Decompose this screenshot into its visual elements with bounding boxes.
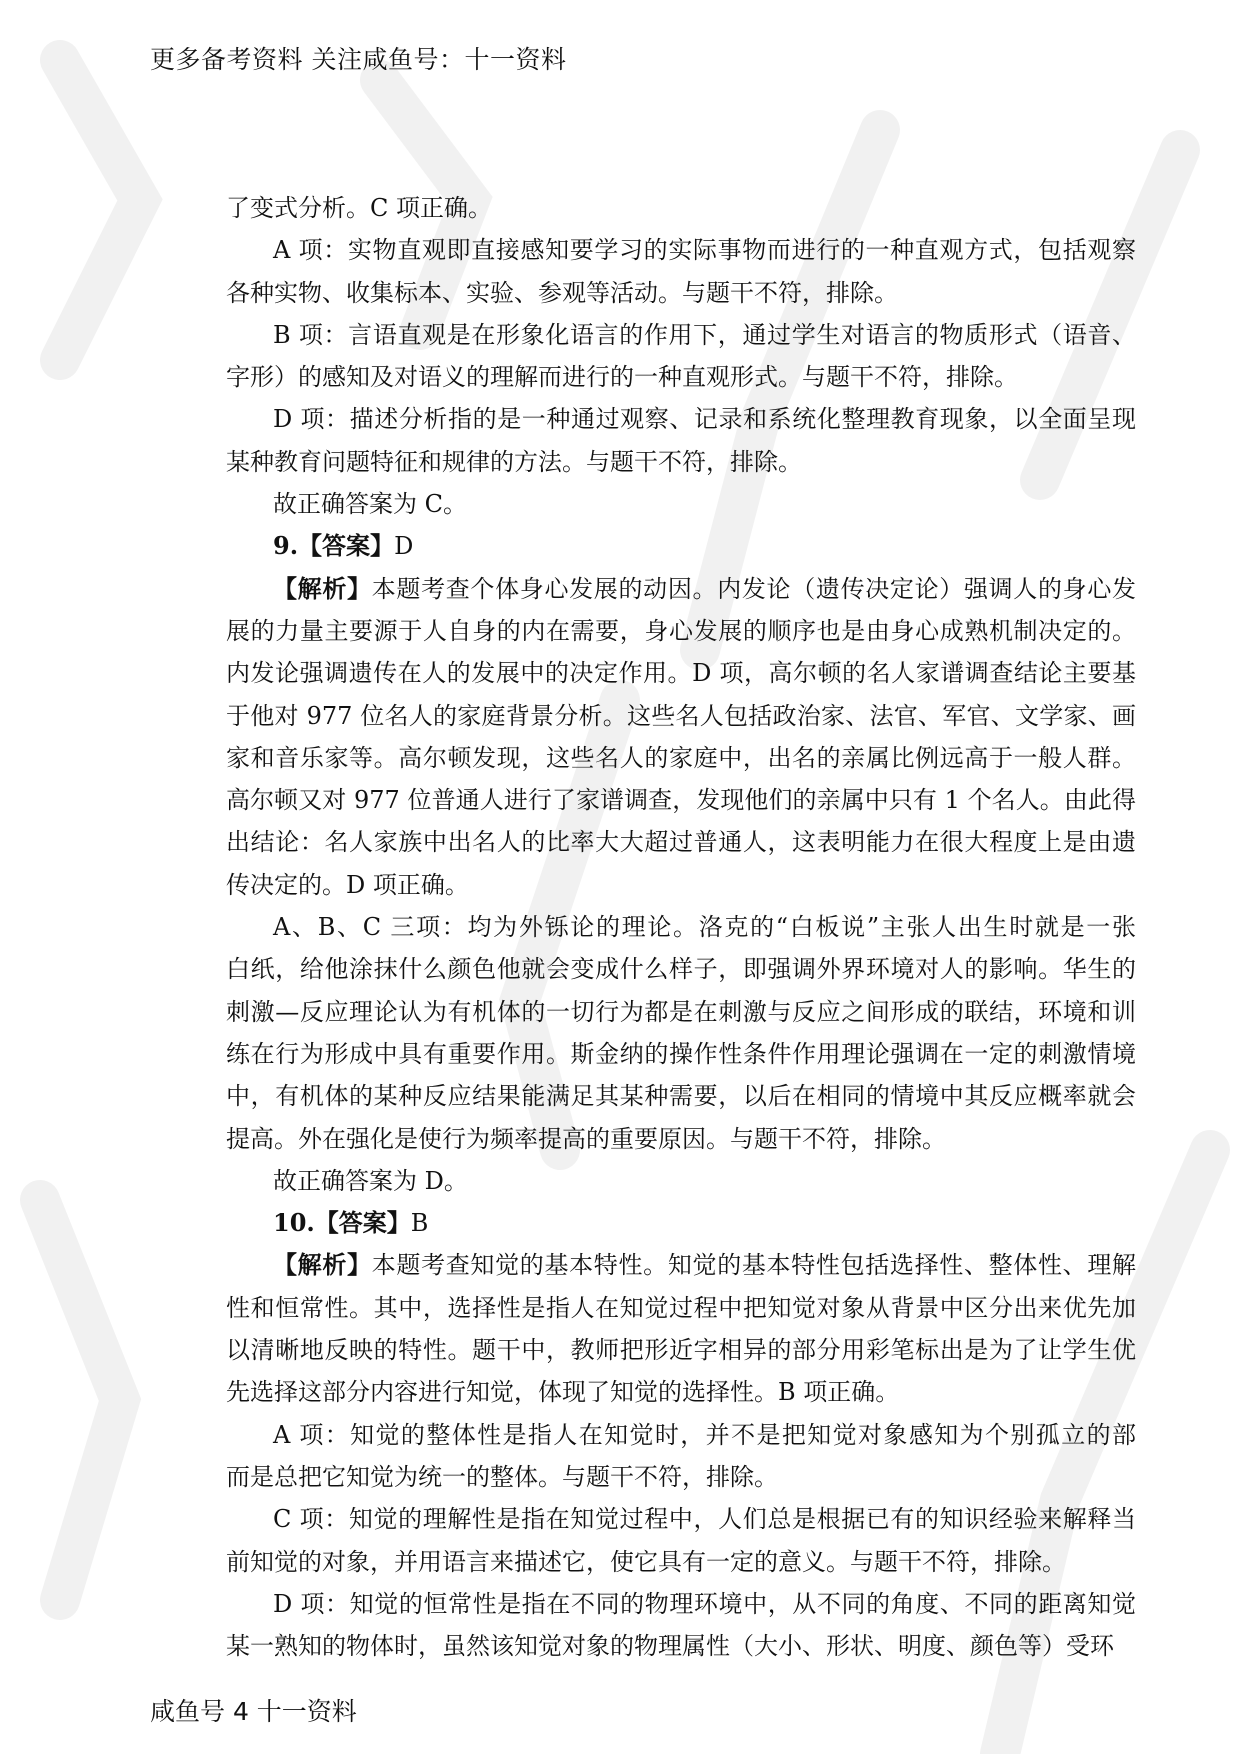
line-text: 传决定的。D 项正确。 (226, 870, 469, 899)
header-promo-text: 更多备考资料 关注咸鱼号：十一资料 (150, 45, 567, 74)
text-line (226, 568, 1136, 610)
text-line (226, 1541, 1136, 1583)
line-text: 家和音乐家等。高尔顿发现，这些名人的家庭中，出名的亲属比例远高于一般人群。 (226, 743, 1136, 772)
line-text: 故正确答案为 D。 (273, 1166, 468, 1195)
text-line (226, 779, 1136, 821)
text-line (226, 1414, 1136, 1456)
text-line (226, 991, 1136, 1033)
paragraph (226, 1160, 1136, 1202)
line-text: 某种教育问题特征和规律的方法。与题干不符，排除。 (226, 447, 802, 476)
line-text: 高尔顿又对 977 位普通人进行了家谱调查，发现他们的亲属中只有 1 个名人。由此得 (226, 786, 1136, 815)
text-line (226, 441, 1136, 483)
line-text: 故正确答案为 C。 (273, 490, 467, 519)
paragraph (226, 1583, 1136, 1668)
line-text: 刺激—反应理论认为有机体的一切行为都是在刺激与反应之间形成的联结，环境和训 (226, 997, 1136, 1026)
line-text: 先选择这部分内容进行知觉，体现了知觉的选择性。B 项正确。 (226, 1378, 900, 1407)
paragraph (226, 229, 1136, 314)
section-label: 10.【答案】 (273, 1208, 411, 1238)
line-text: 内发论强调遗传在人的发展中的决定作用。D 项，高尔顿的名人家谱调查结论主要基 (226, 659, 1136, 688)
text-line (226, 737, 1136, 779)
section-label: 【解析】 (273, 573, 372, 603)
document-body (226, 187, 1136, 1667)
line-text: 中，有机体的某种反应结果能满足其某种需要，以后在相同的情境中其反应概率就会 (226, 1082, 1136, 1111)
text-line (226, 1583, 1136, 1625)
text-line (226, 1075, 1136, 1117)
text-line (226, 314, 1136, 356)
paragraph (226, 1498, 1136, 1583)
paragraph (226, 187, 1136, 229)
line-text: 以清晰地反映的特性。题干中，教师把形近字相异的部分用彩笔标出是为了让学生优 (226, 1336, 1136, 1365)
text-line (226, 821, 1136, 863)
section-label: 【解析】 (273, 1250, 372, 1280)
line-text: D 项：描述分析指的是一种通过观察、记录和系统化整理教育现象，以全面呈现 (273, 405, 1136, 434)
line-text: D 项：知觉的恒常性是指在不同的物理环境中，从不同的角度、不同的距离知觉 (273, 1589, 1136, 1618)
text-line (226, 398, 1136, 440)
line-text: 本题考查个体身心发展的动因。内发论（遗传决定论）强调人的身心发 (371, 574, 1136, 603)
line-text: A 项：实物直观即直接感知要学习的实际事物而进行的一种直观方式，包括观察 (273, 236, 1136, 265)
text-line (226, 695, 1136, 737)
text-line (226, 610, 1136, 652)
section-label: 9.【答案】 (273, 531, 395, 561)
line-text: 前知觉的对象，并用语言来描述它，使它具有一定的意义。与题干不符，排除。 (226, 1547, 1066, 1576)
text-line (226, 1160, 1136, 1202)
footer-text: 咸鱼号 4 十一资料 (150, 1697, 357, 1726)
text-line (226, 1033, 1136, 1075)
paragraph (226, 1414, 1136, 1499)
text-line (226, 1625, 1136, 1667)
text-line (226, 1371, 1136, 1413)
line-text: 字形）的感知及对语义的理解而进行的一种直观形式。与题干不符，排除。 (226, 363, 1018, 392)
paragraph (226, 398, 1136, 483)
text-line (226, 1498, 1136, 1540)
line-text: 于他对 977 位名人的家庭背景分析。这些名人包括政治家、法官、军官、文学家、画 (226, 701, 1136, 730)
text-line (226, 483, 1136, 525)
line-text: 出结论：名人家族中出名人的比率大大超过普通人，这表明能力在很大程度上是由遗 (226, 828, 1136, 857)
text-line (226, 948, 1136, 990)
text-line (226, 272, 1136, 314)
line-text: 而是总把它知觉为统一的整体。与题干不符，排除。 (226, 1462, 778, 1491)
line-text: 了变式分析。C 项正确。 (226, 194, 492, 222)
paragraph (226, 1202, 1136, 1244)
line-text: C 项：知觉的理解性是指在知觉过程中，人们总是根据已有的知识经验来解释当 (273, 1505, 1136, 1534)
line-text: D (394, 532, 414, 561)
paragraph (226, 483, 1136, 525)
paragraph (226, 1244, 1136, 1413)
line-text: 某一熟知的物体时，虽然该知觉对象的物理属性（大小、形状、明度、颜色等）受环 (226, 1632, 1114, 1661)
text-line (226, 356, 1136, 398)
text-line (226, 1244, 1136, 1286)
paragraph (226, 525, 1136, 567)
text-line (226, 652, 1136, 694)
paragraph (226, 568, 1136, 906)
line-text: 本题考查知觉的基本特性。知觉的基本特性包括选择性、整体性、理解 (371, 1251, 1136, 1280)
text-line (226, 906, 1136, 948)
text-line (226, 229, 1136, 271)
line-text: A、B、C 三项：均为外铄论的理论。洛克的“白板说”主张人出生时就是一张 (273, 913, 1136, 942)
text-line (226, 864, 1136, 906)
text-line (226, 1202, 1136, 1244)
line-text: 练在行为形成中具有重要作用。斯金纳的操作性条件作用理论强调在一定的刺激情境 (226, 1039, 1136, 1068)
line-text: B (410, 1209, 429, 1238)
line-text: 各种实物、收集标本、实验、参观等活动。与题干不符，排除。 (226, 278, 898, 307)
text-line (226, 1329, 1136, 1371)
line-text: 展的力量主要源于人自身的内在需要，身心发展的顺序也是由身心成熟机制决定的。 (226, 616, 1136, 645)
line-text: 白纸，给他涂抹什么颜色他就会变成什么样子，即强调外界环境对人的影响。华生的 (226, 955, 1136, 984)
line-text: 性和恒常性。其中，选择性是指人在知觉过程中把知觉对象从背景中区分出来优先加 (226, 1293, 1136, 1322)
line-text: A 项：知觉的整体性是指人在知觉时，并不是把知觉对象感知为个别孤立的部 (273, 1420, 1136, 1449)
text-line (226, 187, 1136, 229)
line-text: B 项：言语直观是在形象化语言的作用下，通过学生对语言的物质形式（语音、 (273, 320, 1136, 349)
text-line (226, 1118, 1136, 1160)
paragraph (226, 314, 1136, 399)
line-text: 提高。外在强化是使行为频率提高的重要原因。与题干不符，排除。 (226, 1124, 946, 1153)
text-line (226, 1456, 1136, 1498)
text-line (226, 525, 1136, 567)
paragraph (226, 906, 1136, 1160)
text-line (226, 1287, 1136, 1329)
